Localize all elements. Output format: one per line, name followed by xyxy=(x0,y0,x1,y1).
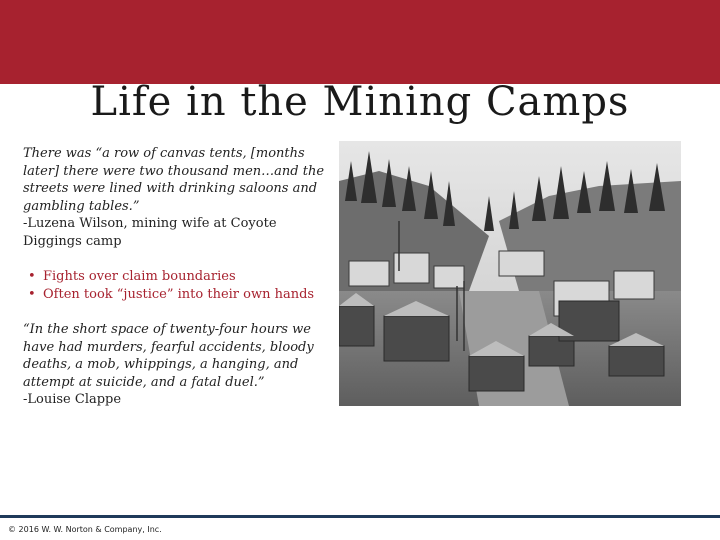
slide-body xyxy=(23,145,328,409)
attribution-louise-clappe xyxy=(23,391,328,409)
copyright-text: © 2016 W. W. Norton & Company, Inc. xyxy=(8,525,162,534)
footer-rule xyxy=(0,515,720,518)
attribution-line: Diggings camp xyxy=(23,233,122,249)
attribution-line: -Luzena Wilson, mining wife at Coyote xyxy=(23,216,277,231)
mining-camp-photo xyxy=(339,141,681,406)
bullet-dot: • xyxy=(28,286,36,302)
bullet-text: Fights over claim boundaries xyxy=(43,269,236,284)
attribution-line: -Louise Clappe xyxy=(23,392,122,407)
quote-line: later] there were two thousand men…and the xyxy=(23,163,325,179)
quote-line: streets were lined with drinking saloons and xyxy=(23,181,318,196)
bullet-text: Often took “justice” into their own hands xyxy=(43,286,315,302)
bullet-item xyxy=(23,268,328,286)
bullet-item xyxy=(23,286,328,304)
attribution-luzena-wilson xyxy=(23,215,328,250)
quote-line: “In the short space of twenty-four hours we xyxy=(23,322,311,337)
bullet-dot: • xyxy=(28,269,36,284)
quote-line: have had murders, fearful accidents, bloody xyxy=(23,339,314,355)
slide-title: Life in the Mining Camps xyxy=(90,79,630,125)
quote-line: gambling tables.” xyxy=(23,198,140,214)
quote-line: There was “a row of canvas tents, [months xyxy=(23,146,305,161)
quote-louise-clappe xyxy=(23,321,328,391)
quote-line: attempt at suicide, and a fatal duel.” xyxy=(23,374,265,390)
quote-luzena-wilson xyxy=(23,145,328,215)
bullet-list xyxy=(23,268,328,303)
header-band xyxy=(0,0,720,84)
quote-line: deaths, a mob, whippings, a hanging, and xyxy=(23,357,299,372)
